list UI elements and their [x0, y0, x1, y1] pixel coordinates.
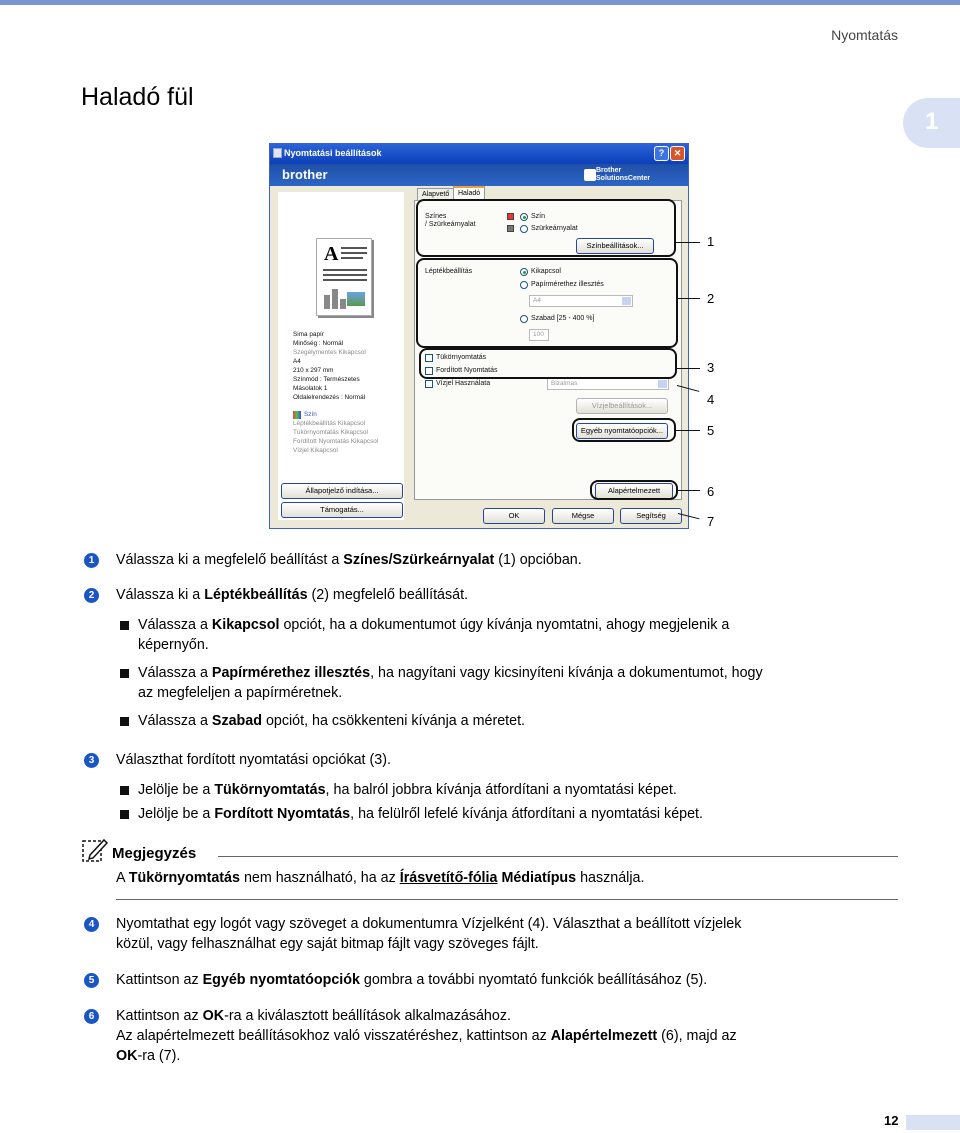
step-5-text: Kattintson az Egyéb nyomtatóopciók gombra a további nyomtató funkciók beállításához (5).: [116, 972, 708, 988]
step-marker-6: 6: [84, 1009, 99, 1024]
preview-letter: A: [324, 243, 339, 265]
status-monitor-button[interactable]: Állapotjelző indítása...: [281, 483, 403, 499]
step-marker-2: 2: [84, 588, 99, 603]
step-3-text: Választhat fordított nyomtatási opciókat (3).: [116, 752, 391, 768]
callout-3: 3: [707, 360, 715, 375]
help-icon[interactable]: ?: [654, 146, 669, 161]
step-1-text: Válassza ki a megfelelő beállítást a Színes/Szürkeárnyalat (1) opcióban.: [116, 552, 582, 568]
cancel-button[interactable]: Mégse: [552, 508, 614, 524]
watermark-checkbox[interactable]: [425, 380, 433, 388]
step-2-text: Válassza ki a Léptékbeállítás (2) megfelelő beállítását.: [116, 587, 469, 603]
step-marker-3: 3: [84, 753, 99, 768]
color-group-label: Színes / Szürkeárnyalat: [425, 213, 476, 228]
top-rule: [0, 0, 960, 5]
callout-box-default: [590, 480, 678, 500]
step-marker-5: 5: [84, 973, 99, 988]
leader-1: [676, 242, 700, 243]
chapter-tab: [903, 98, 960, 148]
callout-box-scaling: [416, 258, 678, 348]
other-options-button[interactable]: Egyéb nyomtatóopciók...: [576, 423, 668, 439]
bullet-free-scaling: Válassza a Szabad opciót, ha csökkenteni kívánja a méretet.: [138, 713, 526, 729]
dialog-titlebar: [270, 144, 688, 164]
page-number: 12: [884, 1113, 899, 1128]
chevron-down-icon: [658, 380, 667, 388]
paper-size-select[interactable]: A4: [529, 295, 633, 307]
default-button[interactable]: Alapértelmezett: [595, 483, 673, 499]
note-rule-bottom: [116, 899, 898, 900]
page-preview: [316, 238, 372, 316]
note-pencil-icon: [80, 837, 108, 863]
callout-box-color: [416, 199, 676, 257]
watermark-select[interactable]: Bizalmas: [547, 378, 669, 390]
callout-6: 6: [707, 484, 715, 499]
percent-input[interactable]: 100: [529, 329, 549, 341]
bullet-reverse: Jelölje be a Fordított Nyomtatás, ha felülről lefelé kívánja átfordítani a nyomtatási képet.: [138, 806, 703, 822]
callout-box-other-options: [572, 418, 676, 442]
step-6-text: Kattintson az OK-ra a kiválasztott beállítások alkalmazásához. Az alapértelmezett beállításokhoz való visszatéréshez, kattintson az Alapértelmezett (6), majd az OK-ra (7).: [116, 1008, 737, 1064]
tab-advanced[interactable]: Haladó: [453, 186, 485, 202]
callout-5: 5: [707, 423, 715, 438]
color-mode-icon: [293, 411, 301, 419]
leader-3: [677, 368, 700, 369]
bullet-square-icon: [120, 786, 129, 795]
leader-6: [678, 490, 700, 491]
ok-button[interactable]: OK: [483, 508, 545, 524]
solutions-center-icon[interactable]: [584, 169, 596, 181]
bullet-square-icon: [120, 621, 129, 630]
step-marker-1: 1: [84, 553, 99, 568]
preview-image-thumbnail: [347, 292, 365, 306]
advanced-tab-panel: Színes / Szürkeárnyalat Szín Szürkeárnyalat Színbeállítások... Léptékbeállítás Kikapcsol Papírmérethez illesztés A4 Szabad [25 - 400 %] 100 Tükörnyomtatás Fordított Nyomtatás Vízjel Használata Bizalmas Vízjelbeállítások... Egyéb nyomtatóopciók... Alapértelmezett: [414, 200, 682, 500]
bullet-mirror: Jelölje be a Tükörnyomtatás, ha balról jobbra kívánja átfordítani a nyomtatási képet.: [138, 782, 677, 798]
step-4-text: Nyomtathat egy logót vagy szöveget a dokumentumra Vízjelként (4). Választhat a beállított vízjelek közül, vagy felhasználhat egy saját bitmap fájlt vagy szöveges fájlt.: [116, 916, 742, 952]
callout-box-mirror: [419, 348, 677, 379]
tab-basic[interactable]: Alapvető: [417, 188, 454, 202]
page-title: Haladó fül: [81, 83, 194, 111]
watermark-settings-button[interactable]: Vízjelbeállítások...: [576, 398, 668, 414]
brand-bar: [270, 164, 688, 186]
note-title: Megjegyzés: [112, 845, 197, 862]
settings-summary-pane: A Sima papír Minőség : Normál Szegélymentes Kikapcsol A4 210 x 297 mm Színmód : Természetes Másolatok 1 Oldalelrendezés : Normál Szín Léptékbeállítás Kikapcsol Tükörnyomtatás Kikapcsol Fordított Nyomtatás Kikapcsol Vízjel Kikapcsol: [278, 192, 404, 520]
dialog-title: Nyomtatási beállítások: [284, 148, 382, 158]
step-marker-4: 4: [84, 917, 99, 932]
printer-icon: [273, 148, 282, 158]
callout-1: 1: [707, 234, 715, 249]
solutions-center-link[interactable]: Brother SolutionsCenter: [596, 167, 651, 182]
scaling-group-label: Léptékbeállítás: [425, 268, 473, 275]
note-rule-top: [218, 856, 898, 857]
brother-logo: brother: [282, 167, 328, 182]
callout-4: 4: [707, 392, 715, 407]
running-header: Nyomtatás: [831, 27, 898, 43]
bullet-square-icon: [120, 717, 129, 726]
bullet-fit-to-paper: Válassza a Papírmérethez illesztés, ha nagyítani vagy kicsinyíteni kívánja a dokumentumot, hogy az megfeleljen a papírméretnek.: [138, 665, 763, 701]
callout-2: 2: [707, 291, 715, 306]
help-button[interactable]: Segítség: [620, 508, 682, 524]
color-settings-button[interactable]: Színbeállítások...: [576, 238, 654, 254]
close-icon[interactable]: ✕: [670, 146, 685, 161]
callout-7: 7: [707, 514, 715, 529]
bullet-square-icon: [120, 810, 129, 819]
leader-2: [678, 298, 700, 299]
leader-5: [676, 430, 700, 431]
note-text: A Tükörnyomtatás nem használható, ha az Írásvetítő-fólia Médiatípus használja.: [116, 870, 645, 886]
page-tab: [906, 1115, 960, 1130]
bullet-scaling-off: Válassza a Kikapcsol opciót, ha a dokumentumot úgy kívánja nyomtatni, ahogy megjelenik a képernyőn.: [138, 617, 730, 653]
bullet-square-icon: [120, 669, 129, 678]
chapter-number: 1: [925, 108, 939, 135]
support-button[interactable]: Támogatás...: [281, 502, 403, 518]
